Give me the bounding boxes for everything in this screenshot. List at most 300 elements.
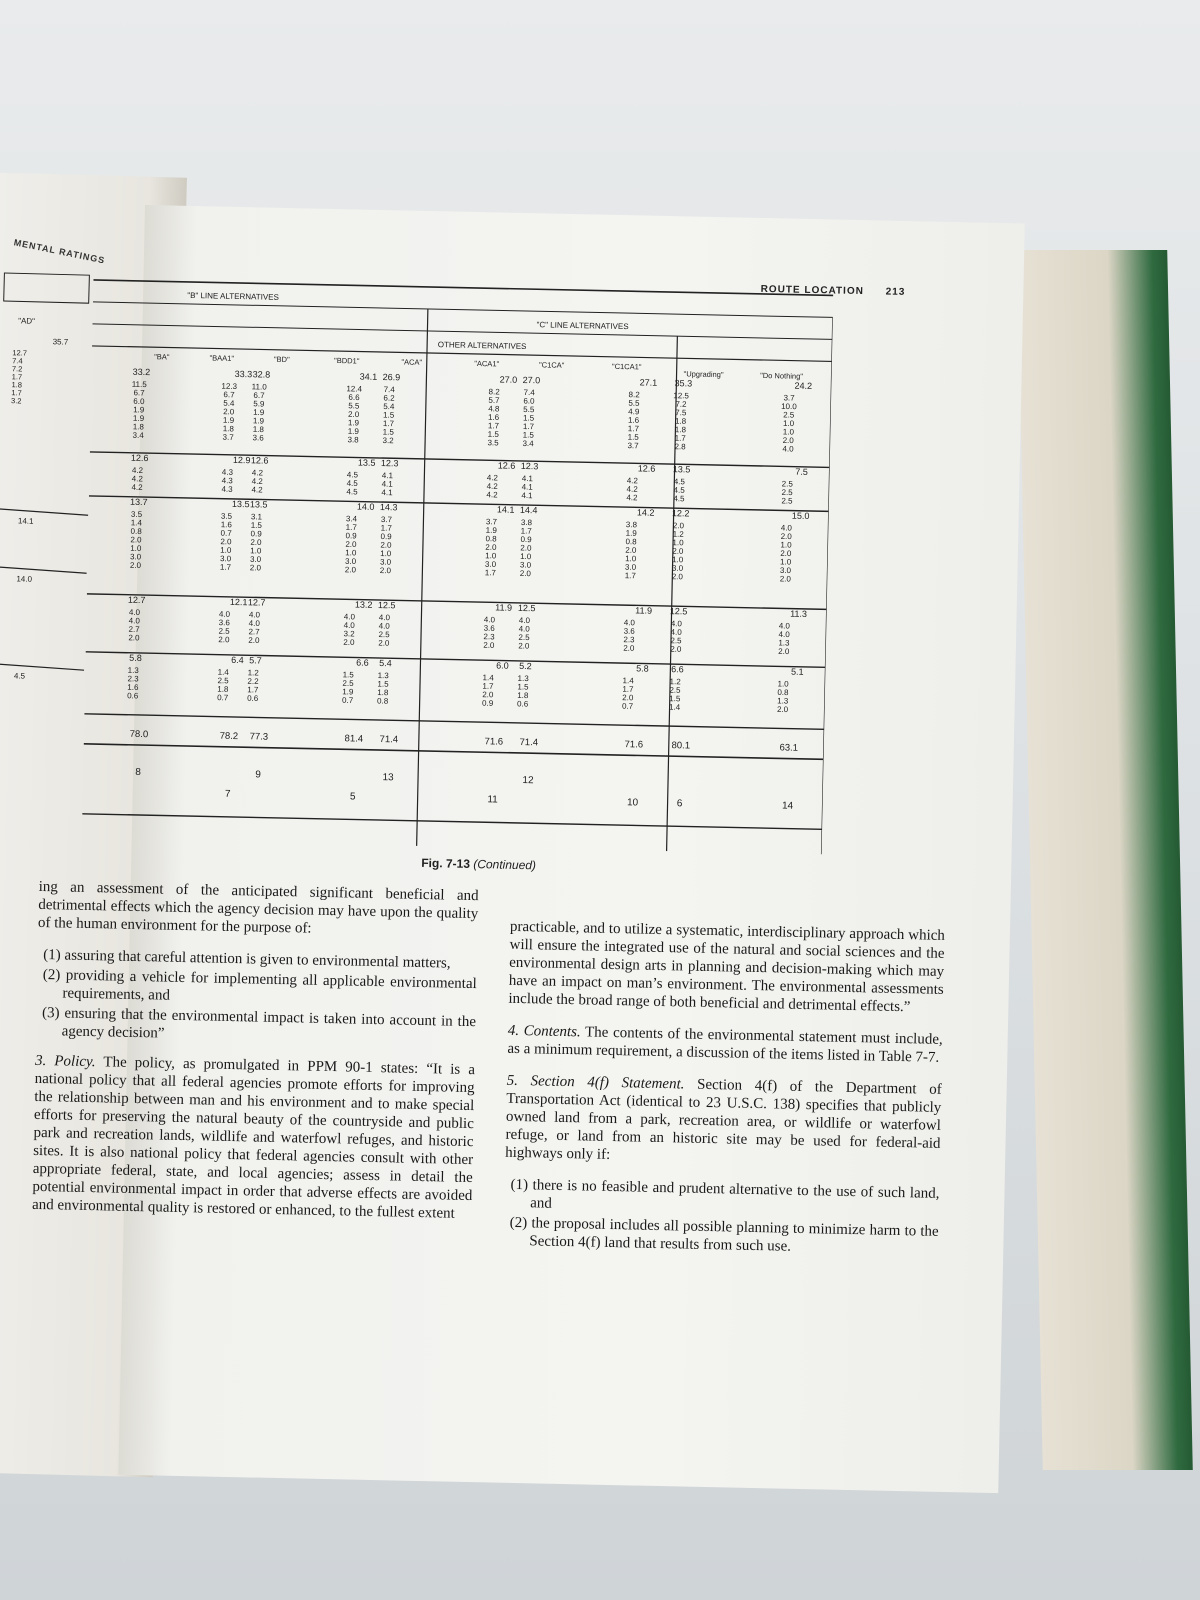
row-detail-value: 12.4 [346,384,363,394]
row-detail-value: 1.7 [482,681,494,691]
row-detail-value: 1.9 [485,525,497,535]
row-total: 32.8 [252,369,271,380]
row-detail-value: 1.3 [778,638,790,648]
group-header-c-line: "C" LINE ALTERNATIVES [536,320,629,332]
row-detail-value: 0.9 [380,532,392,542]
row-detail-value: 3.0 [344,556,357,566]
row-detail-value: 4.0 [778,629,790,640]
rank-value: 5 [349,791,356,803]
row-detail-value: 1.7 [487,421,500,431]
row-detail-value: 0.7 [621,701,634,711]
row-detail-value: 4.1 [521,473,534,484]
page-number: 213 [885,286,906,298]
row-detail-value: 2.0 [625,545,637,555]
row-detail-value: 2.0 [344,565,357,575]
row-total: 14.4 [519,504,538,516]
row-detail-value: 3.0 [484,559,497,569]
grand-total-value: 71.4 [519,736,539,749]
left-detail-value: 1.7 [11,372,23,382]
row-total: 13.2 [354,599,373,610]
column-header: "Do Nothing" [760,370,804,381]
contents-heading: 4. Contents. [507,1022,581,1041]
row-detail-value: 3.4 [132,430,144,441]
row-detail-value: 1.8 [217,684,229,694]
row-detail-value: 2.5 [218,626,230,636]
row-total: 12.5 [377,599,396,611]
row-detail-value: 1.7 [627,424,640,434]
policy-paragraph [32,1052,475,1223]
column-header: "ACA" [401,357,423,367]
rank-value: 6 [676,798,683,810]
row-detail-value: 6.2 [383,393,395,403]
row-detail-value: 4.2 [486,473,499,483]
group-header-other: OTHER ALTERNATIVES [437,340,527,352]
row-detail-value: 3.7 [783,393,795,403]
row-detail-value: 1.8 [132,422,145,432]
row-detail-value: 1.0 [250,546,262,556]
contents-text: The contents of the environmental statement must include, as a minimum requirement, a discussion of the items listed in Table 7-7. [507,1024,943,1066]
row-detail-value: 4.0 [670,619,683,629]
row-detail-value: 1.9 [222,415,235,425]
row-detail-value: 4.5 [346,487,358,497]
row-detail-value: 11.5 [131,379,147,390]
row-detail-value: 1.6 [220,520,232,530]
intro-paragraph: ing an assessment of the anticipated significant beneficial and detrimental effects which the agency decision may have upon the quality of the human environment for the purpose of: [37,878,479,937]
table-right-border [822,317,833,854]
row-detail-value: 2.0 [482,690,494,700]
row-detail-value: 3.0 [219,554,232,564]
row-detail-value: 6.0 [133,396,145,407]
row-detail-value: 2.5 [378,629,390,640]
row-detail-value: 0.7 [220,528,232,538]
section4f-heading: 5. Section 4(f) Statement. [506,1072,685,1093]
right-text-column [503,918,945,1271]
rank-value: 13 [382,772,394,784]
row-band-rule [86,652,826,667]
row-detail-value: 0.6 [516,699,529,709]
row-detail-value: 1.5 [382,427,394,437]
row-detail-value: 3.2 [343,629,355,639]
figure-suffix: (Continued) [473,857,537,873]
purpose-list [35,946,477,1049]
row-detail-value: 1.8 [252,424,264,435]
row-total: 11.9 [495,602,513,613]
row-total: 12.2 [671,508,690,519]
row-detail-value: 1.7 [345,522,357,533]
row-detail-value: 1.6 [627,415,640,425]
grand-total-value: 78.0 [129,728,149,741]
row-detail-value: 2.0 [343,637,355,647]
grand-total-value: 80.1 [671,740,691,752]
row-detail-value: 0.9 [250,529,262,539]
row-detail-value: 2.3 [127,674,139,684]
rank-value: 9 [255,769,261,781]
row-detail-value: 4.0 [483,615,496,625]
row-total: 12.6 [130,452,149,464]
left-detail-value: 7.2 [11,364,23,374]
row-detail-value: 10.0 [781,401,797,412]
grand-total-rule [84,744,824,759]
row-detail-value: 3.7 [627,441,639,451]
row-detail-value: 4.1 [521,482,533,492]
row-detail-value: 1.9 [253,407,265,418]
row-detail-value: 2.5 [669,685,681,695]
left-subtotal: 14.0 [16,574,33,584]
grand-total-value: 71.6 [624,739,644,751]
row-detail-value: 3.2 [382,436,394,446]
row-detail-value: 4.2 [626,493,638,503]
row-detail-value: 1.2 [669,677,681,687]
row-total: 27.0 [499,374,518,385]
row-detail-value: 1.8 [377,687,389,698]
row-detail-value: 4.2 [131,482,143,493]
row-detail-value: 4.8 [488,404,500,414]
row-detail-value: 5.5 [628,398,640,408]
row-detail-value: 4.0 [218,609,231,619]
row-detail-value: 6.0 [523,396,535,406]
row-detail-value: 0.6 [127,691,139,701]
row-detail-value: 4.0 [378,621,390,631]
left-detail-value: 1.8 [11,380,23,390]
row-total: 26.9 [382,372,401,383]
row-detail-value: 2.0 [348,409,360,420]
row-detail-value: 6.6 [348,392,360,403]
row-total: 33.2 [132,366,151,378]
row-detail-value: 4.0 [518,624,530,634]
row-total: 5.4 [379,658,392,669]
row-detail-value: 4.2 [626,484,638,494]
row-detail-value: 12.5 [673,391,690,401]
grand-total-value: 63.1 [779,742,799,754]
row-detail-value: 4.1 [381,471,394,481]
purpose-item: (1) assuring that careful attention is given to environmental matters, [43,947,451,972]
figure-label: Fig. 7-13 [421,855,471,871]
row-detail-value: 4.2 [251,476,263,487]
row-detail-value: 4.1 [381,488,393,498]
running-head: ROUTE LOCATION [760,283,864,298]
row-detail-value: 1.5 [522,430,534,440]
row-detail-value: 5.9 [253,399,265,409]
row-total: 14.0 [356,501,375,512]
row-detail-value: 2.0 [782,435,794,446]
row-band-rule [89,496,829,511]
table-header-rule [93,302,833,317]
row-detail-value: 3.0 [779,565,792,576]
row-detail-value: 1.6 [127,682,139,692]
grand-total-value: 81.4 [344,733,364,745]
row-detail-value: 1.7 [622,684,634,694]
row-detail-value: 1.0 [672,538,684,548]
row-detail-value: 1.3 [517,673,529,684]
row-detail-value: 0.7 [342,695,354,705]
row-detail-value: 1.2 [247,668,259,678]
rank-value: 14 [781,800,794,812]
row-detail-value: 3.6 [623,626,635,636]
row-detail-value: 2.0 [520,543,532,553]
row-detail-value: 1.7 [484,568,497,578]
row-detail-value: 2.0 [671,572,683,582]
row-detail-value: 2.0 [250,537,262,548]
figure-caption [421,856,536,872]
row-detail-value: 3.4 [345,514,358,524]
row-detail-value: 6.7 [133,388,145,398]
row-detail-value: 4.2 [251,468,264,478]
row-total: 5.1 [791,666,804,677]
row-total: 12.3 [520,460,539,472]
row-detail-value: 6.7 [223,390,235,400]
row-detail-value: 1.0 [485,551,497,561]
row-detail-value: 2.5 [781,496,793,506]
row-total: 12.5 [669,606,688,617]
row-detail-value: 1.0 [380,549,392,559]
row-total: 6.0 [496,660,509,671]
row-total: 13.5 [249,499,268,510]
row-detail-value: 1.7 [219,562,232,572]
column-header: "BAA1" [209,353,235,363]
row-detail-value: 8.2 [488,387,500,397]
row-detail-value: 0.9 [520,534,532,545]
row-total: 12.9 [232,454,251,466]
row-detail-value: 3.6 [483,623,495,633]
row-detail-value: 2.0 [378,638,390,648]
row-detail-value: 2.0 [518,641,530,651]
left-detail-value: 7.4 [12,356,23,366]
row-total: 13.5 [357,457,376,468]
row-detail-value: 4.2 [251,485,263,495]
row-detail-value: 3.5 [220,511,233,521]
row-detail-value: 3.8 [625,520,638,530]
left-total: 35.7 [52,337,69,347]
row-detail-value: 1.7 [674,433,686,443]
group-header-b-line: "B" LINE ALTERNATIVES [187,290,280,302]
row-detail-value: 2.0 [623,643,635,653]
row-detail-value: 2.0 [130,535,142,545]
row-detail-value: 2.5 [781,487,793,498]
row-detail-value: 4.2 [486,490,498,500]
row-total: 5.8 [636,663,649,674]
row-detail-value: 2.0 [379,565,392,576]
row-detail-value: 2.0 [776,704,789,715]
row-detail-value: 4.0 [670,627,682,637]
row-detail-value: 4.0 [248,618,260,628]
row-detail-value: 3.0 [129,552,142,562]
row-detail-value: 4.0 [518,615,531,626]
row-total: 12.1 [229,596,248,608]
grand-total-value: 71.4 [379,734,399,746]
row-detail-value: 5.5 [523,404,535,415]
ratings-table-svg [81,274,833,889]
condition-item: (2) the proposal includes all possible planning to minimize harm to the Section 4(f) land that results from such use. [509,1214,939,1255]
row-total: 14.2 [636,507,655,518]
rank-rule [82,814,822,829]
row-total: 12.7 [247,597,266,608]
row-detail-value: 2.3 [623,635,635,645]
row-detail-value: 2.3 [483,632,495,642]
row-detail-value: 2.0 [780,531,792,542]
row-detail-value: 4.5 [673,485,685,495]
row-detail-value: 1.8 [674,425,687,435]
row-detail-value: 1.9 [342,687,354,697]
left-column-header: "AD" [18,316,36,326]
row-total: 6.6 [356,657,369,668]
row-detail-value: 4.3 [221,476,233,486]
left-detail-value: 3.2 [10,396,22,406]
row-detail-value: 2.2 [247,676,259,686]
column-header: "C1CA1" [611,361,642,372]
column-header: "C1CA" [538,360,565,370]
row-detail-value: 4.0 [343,612,356,622]
row-total: 11.9 [635,605,653,616]
row-detail-value: 2.0 [129,560,142,570]
row-detail-value: 0.6 [247,693,259,703]
row-detail-value: 1.4 [217,667,229,677]
left-subtotal: 14.1 [17,516,34,526]
row-detail-value: 2.7 [128,624,140,634]
row-total: 6.4 [231,654,244,666]
row-detail-value: 1.5 [382,410,395,420]
row-detail-value: 4.3 [221,484,233,494]
row-detail-value: 3.4 [522,438,534,449]
row-detail-value: 2.0 [483,640,495,650]
row-detail-value: 2.5 [342,678,354,688]
row-detail-value: 7.2 [675,399,687,409]
row-detail-value: 7.5 [675,408,687,418]
row-detail-value: 1.3 [777,696,789,706]
row-detail-value: 1.7 [624,571,636,581]
grand-total-value: 71.6 [484,736,504,748]
purpose-item: (2) providing a vehicle for implementing all applicable environmental requirements, and [42,967,477,1004]
row-band-rule [87,594,827,609]
row-detail-value: 5.4 [383,402,395,412]
row-detail-value: 8.2 [628,390,640,400]
row-detail-value: 1.9 [252,416,265,426]
row-total: 35.3 [674,378,693,389]
row-detail-value: 4.2 [131,474,143,484]
row-detail-value: 3.8 [520,517,533,528]
row-detail-value: 3.5 [487,438,499,448]
row-detail-value: 1.9 [133,405,145,415]
row-detail-value: 3.0 [519,560,532,570]
row-total: 12.5 [517,602,536,614]
row-band-rule [90,452,830,467]
row-detail-value: 1.0 [220,545,232,555]
left-detail-value: 1.7 [11,388,22,398]
row-detail-value: 5.7 [488,395,500,405]
row-detail-value: 1.5 [517,682,529,692]
left-detail-value: 12.7 [12,348,28,358]
row-detail-value: 2.0 [780,548,792,559]
row-detail-value: 4.0 [623,618,636,628]
row-total: 27.0 [522,374,541,386]
row-total: 14.3 [379,501,398,513]
column-header: "BD" [273,354,290,365]
row-detail-value: 1.7 [247,685,259,695]
row-total: 12.6 [497,460,516,471]
row-detail-value: 1.8 [674,416,687,426]
contents-paragraph [507,1022,943,1067]
row-detail-value: 1.9 [347,418,360,428]
row-detail-value: 7.4 [523,387,535,398]
left-subtotal: 4.5 [13,671,26,681]
row-detail-value: 1.4 [482,673,494,683]
row-detail-value: 1.7 [522,421,535,432]
row-detail-value: 1.3 [127,665,139,675]
policy-heading: 3. Policy. [34,1052,96,1071]
column-header: "BDD1" [334,355,360,366]
row-detail-value: 1.7 [520,526,532,536]
continuation-paragraph: practicable, and to utilize a systematic, interdisciplinary approach which will ensure the integrated use of the natural and social sciences and the environmental design arts in planning and decision-making which may have an impact on man’s environment. The environmental assessments include the broad range of both beneficial and detrimental effects.” [508,918,946,1016]
row-detail-value: 11.0 [251,382,267,392]
row-detail-value: 3.0 [379,557,392,567]
row-detail-value: 4.5 [673,494,685,504]
row-detail-value: 4.0 [343,620,355,630]
row-detail-value: 12.3 [221,381,238,391]
row-detail-value: 2.8 [674,442,686,452]
row-total: 11.3 [790,608,808,619]
row-detail-value: 2.5 [217,676,229,686]
row-detail-value: 1.7 [380,523,392,533]
row-detail-value: 2.5 [518,632,530,643]
row-detail-value: 4.0 [128,616,140,626]
row-detail-value: 4.3 [221,467,234,477]
row-detail-value: 1.0 [782,418,795,429]
left-band-rule [0,509,88,515]
condition-item: (1) there is no feasible and prudent alternative to the use of such land, and [510,1176,940,1212]
row-detail-value: 2.0 [672,546,684,556]
row-detail-value: 1.5 [522,413,535,423]
row-detail-value: 0.8 [130,526,142,537]
row-detail-value: 1.3 [377,670,389,681]
column-header: "ACA1" [474,358,500,369]
row-detail-value: 2.5 [783,410,795,420]
row-detail-value: 0.8 [377,696,389,706]
row-total: 13.5 [231,498,250,510]
book-edge [1017,250,1193,1470]
row-detail-value: 0.9 [481,698,494,708]
row-detail-value: 2.0 [223,407,235,417]
row-detail-value: 1.7 [382,419,395,429]
column-header: "Upgrading" [683,369,724,380]
row-total: 15.0 [791,510,810,521]
row-detail-value: 1.0 [520,551,532,562]
row-total: 5.2 [519,660,532,672]
row-detail-value: 2.0 [672,521,685,531]
row-total: 14.1 [496,504,515,515]
row-detail-value: 1.4 [130,518,142,528]
row-total: 12.6 [250,455,269,466]
row-detail-value: 1.2 [672,529,684,539]
row-detail-value: 4.0 [128,607,141,617]
policy-text: The policy, as promulgated in PPM 90-1 states: “It is a national policy that all federal agencies promote efforts for improving the relationship between man and his environment and to make special efforts for preserving the natural beauty of the countryside and public park and recreation lands, wildlife and waterfowl refuges, and historic sites. It is also national policy that federal agencies consult with other appropriate federal, state, and local agencies; assess in detail the potential environmental impact in order that adverse effects are avoided and environmental quality is restored or enhanced, to the fullest extent [31,1054,476,1222]
row-detail-value: 1.8 [517,690,529,701]
row-detail-value: 1.8 [222,424,234,434]
row-detail-value: 4.0 [378,612,391,623]
rank-value: 10 [626,797,639,809]
column-header: "BA" [154,352,170,362]
row-detail-value: 0.9 [345,531,357,541]
grand-total-value: 77.3 [249,731,269,743]
left-text-column [32,878,479,1237]
row-detail-value: 7.4 [383,385,395,395]
row-detail-value: 6.7 [253,390,265,401]
row-detail-value: 1.0 [130,543,142,553]
row-detail-value: 3.7 [485,517,498,527]
row-detail-value: 1.0 [780,540,792,550]
row-band-rule [84,714,824,729]
row-detail-value: 2.0 [128,633,140,643]
row-detail-value: 0.8 [777,687,789,698]
rank-value: 11 [487,794,498,806]
